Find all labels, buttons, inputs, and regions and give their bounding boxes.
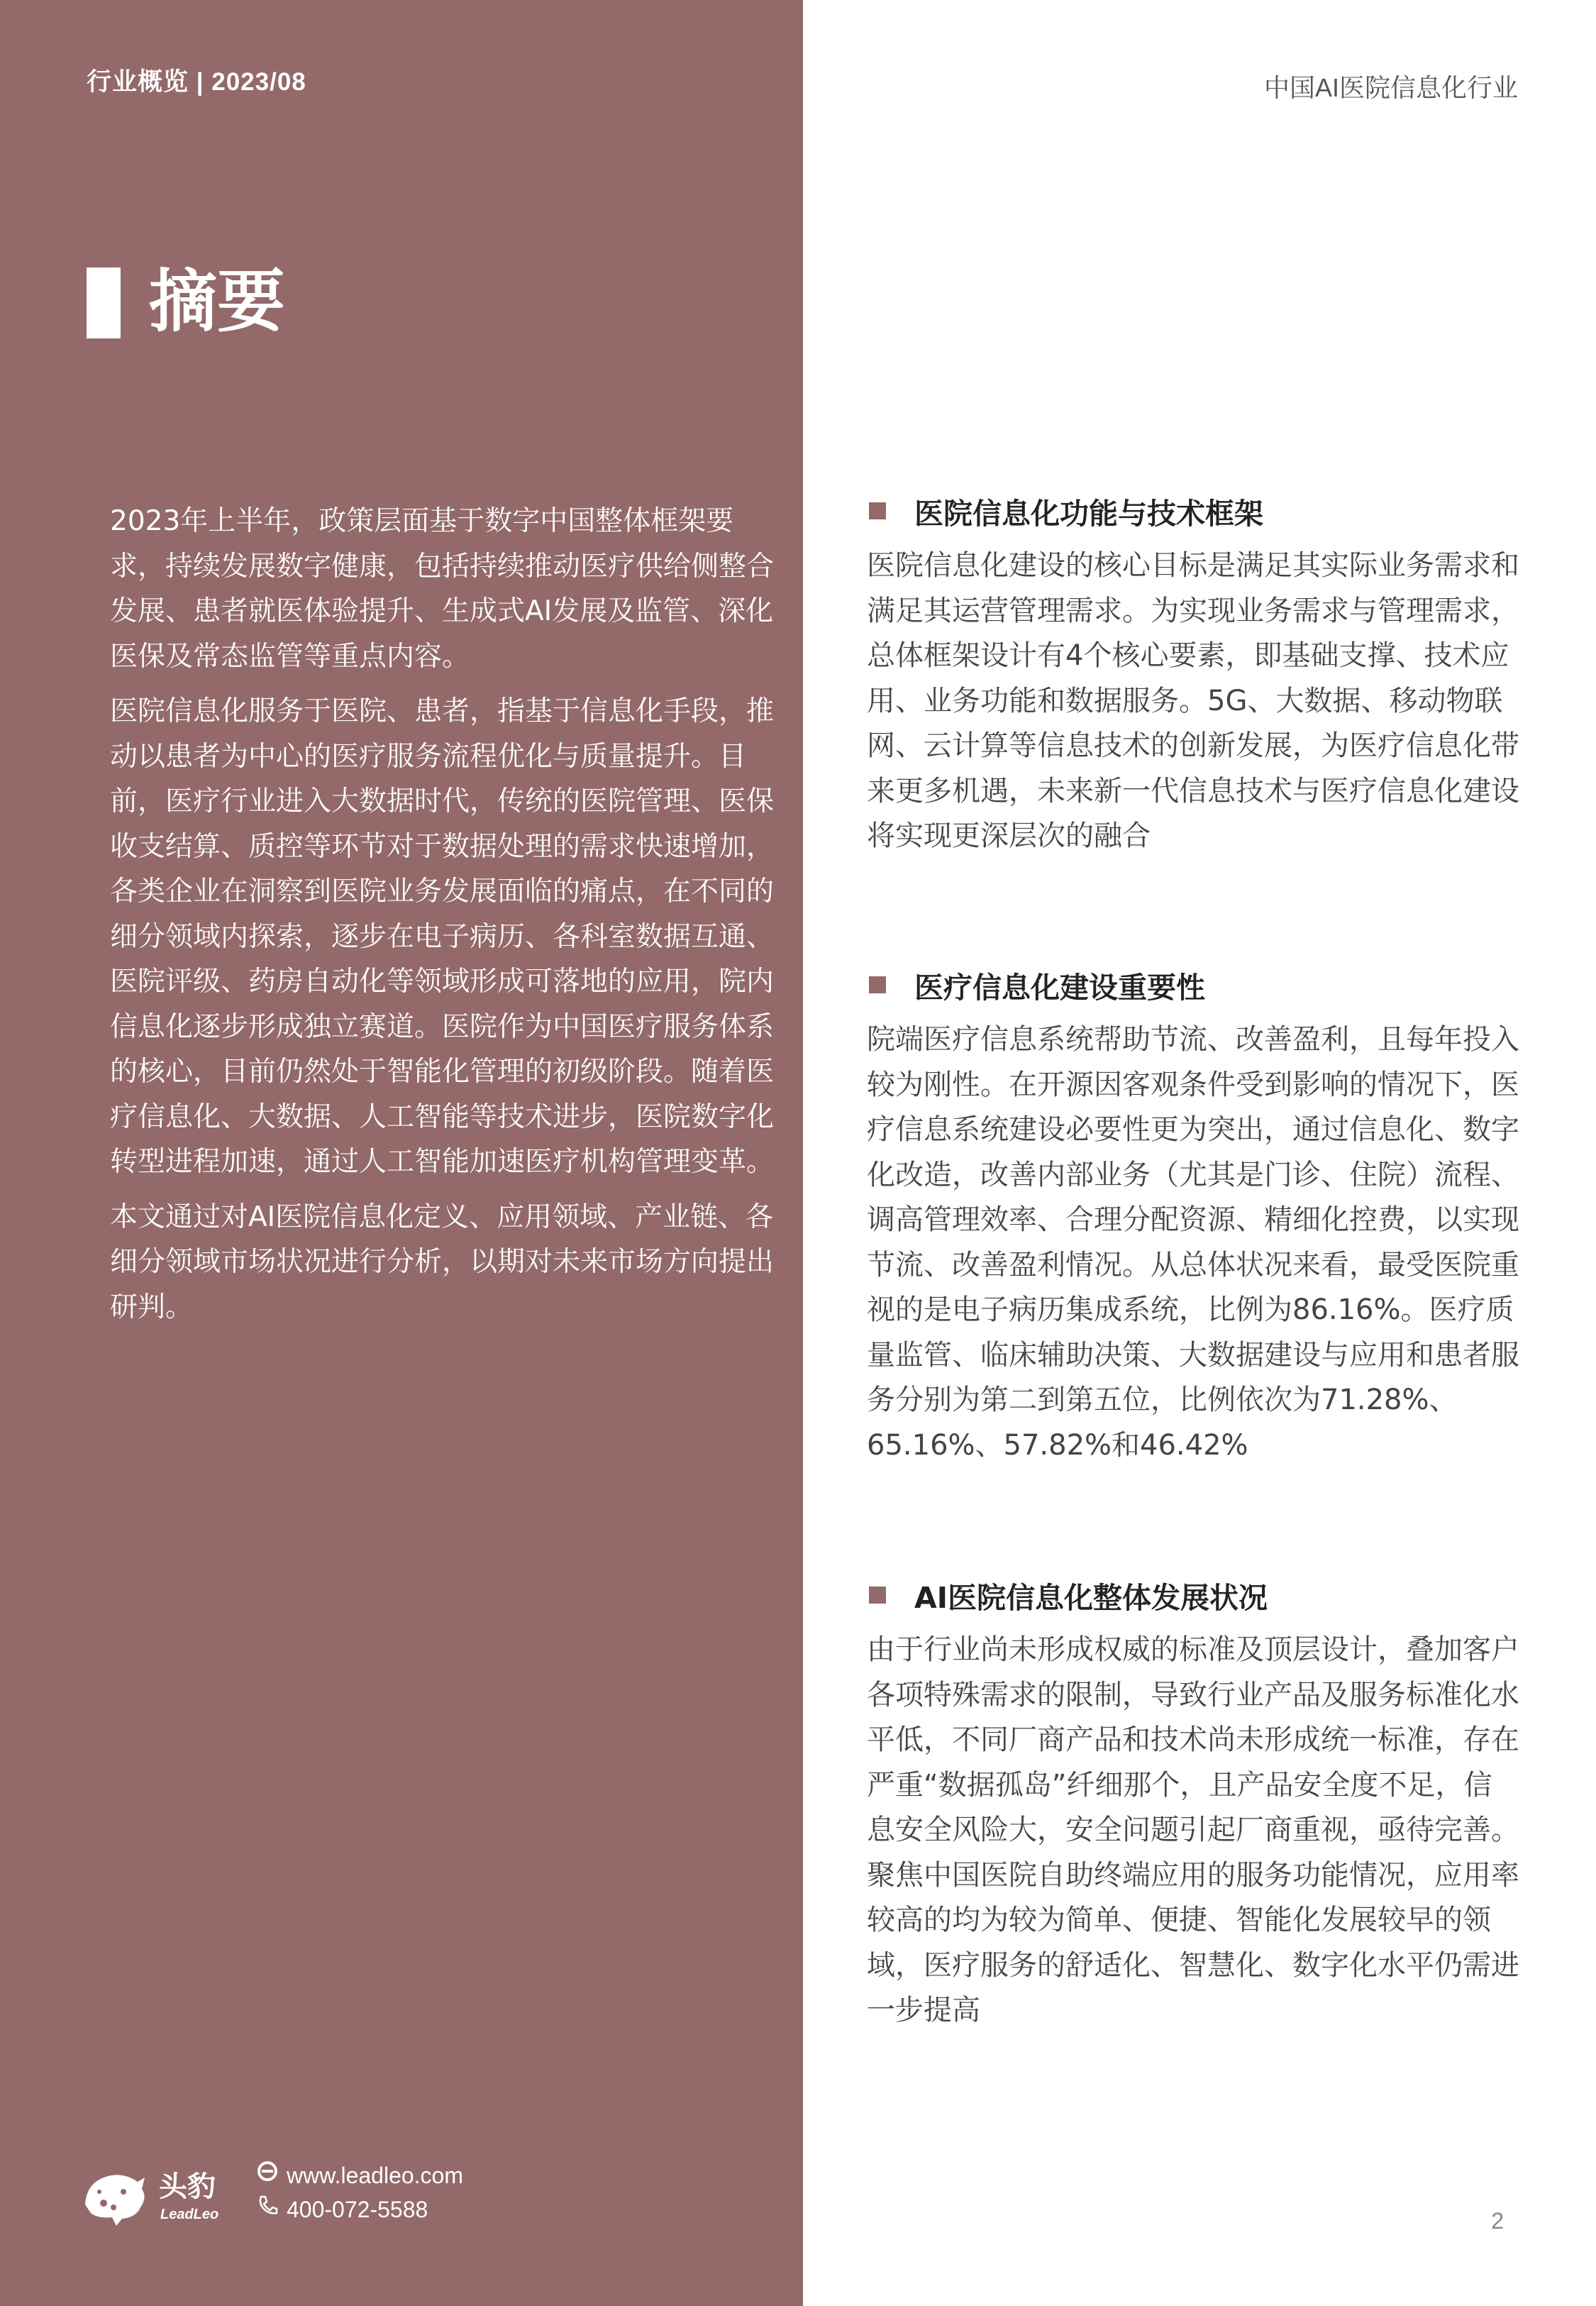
section-heading [867,964,1519,1006]
section-body: 医院信息化建设的核心目标是满足其实际业务需求和满足其运营管理需求。为实现业务需求与管理需求，总体框架设计有4个核心要素，即基础支撑、技术应用、业务功能和数据服务。5G、大数据、移动物联网、云计算等信息技术的创新发展，为医疗信息化带来更多机遇，未来新一代信息技术与医疗信息化建设将实现更深层次的融合 [867,549,1519,852]
section-heading-text: 医院信息化功能与技术框架 [914,496,1263,531]
web-icon [255,2158,281,2192]
logo-text: 头豹 [159,2170,216,2203]
bullet-square-icon [869,1587,886,1604]
summary-text [110,499,777,1340]
leadleo-logo [79,2161,235,2231]
summary-paragraph: 本文通过对AI医院信息化定义、应用领域、产业链、各细分领域市场状况进行分析，以期对未来市场方向提出研判。 [110,1201,775,1323]
summary-paragraph: 医院信息化服务于医院、患者，指基于信息化手段，推动以患者为中心的医疗服务流程优化与质量提升。目前，医疗行业进入大数据时代，传统的医院管理、医保收支结算、质控等环节对于数据处理的需求快速增加，各类企业在洞察到医院业务发展面临的痛点，在不同的细分领域内探索，逐步在电子病历、各科室数据互通、医院评级、药房自动化等领域形成可落地的应用，院内信息化逐步形成独立赛道。医院作为中国医疗服务体系的核心，目前仍然处于智能化管理的初级阶段。随着医疗信息化、大数据、人工智能等技术进步，医院数字化转型进程加速，通过人工智能加速医疗机构管理变革。 [110,695,775,1178]
phone-icon [255,2192,281,2227]
header-category-date: 行业概览 | 2023/08 [87,68,306,96]
phone-number: 400-072-5588 [287,2197,428,2222]
header-report-title: 中国AI医院信息化行业 [1263,73,1518,102]
section-framework [867,490,1519,859]
title-accent-bar [87,267,121,338]
section-heading-text: AI医院信息化整体发展状况 [914,1580,1268,1615]
bullet-square-icon [869,502,886,519]
bullet-square-icon [869,976,886,993]
section-body: 由于行业尚未形成权威的标准及顶层设计，叠加客户各项特殊需求的限制，导致行业产品及服务标准化水平低，不同厂商产品和技术尚未形成统一标准，存在严重“数据孤岛”纤细那个，且产品安全度不足，信息安全风险大，安全问题引起厂商重视，亟待完善。聚焦中国医院自助终端应用的服务功能情况，应用率较高的均为较为简单、便捷、智能化发展较早的领域，医疗服务的舒适化、智慧化、数字化水平仍需进一步提高 [867,1633,1519,2026]
section-importance [867,964,1519,1468]
leopard-logo-icon [79,2161,235,2231]
website-link[interactable]: www.leadleo.com [287,2163,463,2188]
footer-contact [255,2158,463,2227]
summary-paragraph: 2023年上半年，政策层面基于数字中国整体框架要求，持续发展数字健康，包括持续推动医疗供给侧整合发展、患者就医体验提升、生成式AI发展及监管、深化医保及常态监管等重点内容。 [110,505,775,673]
section-heading-text: 医疗信息化建设重要性 [914,970,1205,1005]
page-number: 2 [1491,2208,1504,2234]
page-title: 摘要 [149,262,285,341]
logo-subtext: LeadLeo [160,2207,219,2222]
section-heading [867,1574,1519,1616]
section-development [867,1574,1519,2034]
section-body: 院端医疗信息系统帮助节流、改善盈利，且每年投入较为刚性。在开源因客观条件受到影响的情况下，医疗信息系统建设必要性更为突出，通过信息化、数字化改造，改善内部业务（尤其是门诊、住院）流程、调高管理效率、合理分配资源、精细化控费，以实现节流、改善盈利情况。从总体状况来看，最受医院重视的是电子病历集成系统，比例为86.16%。医疗质量监管、临床辅助决策、大数据建设与应用和患者服务分别为第二到第五位，比例依次为71.28%、65.16%、57.82%和46.42% [867,1023,1519,1462]
section-heading [867,490,1519,532]
